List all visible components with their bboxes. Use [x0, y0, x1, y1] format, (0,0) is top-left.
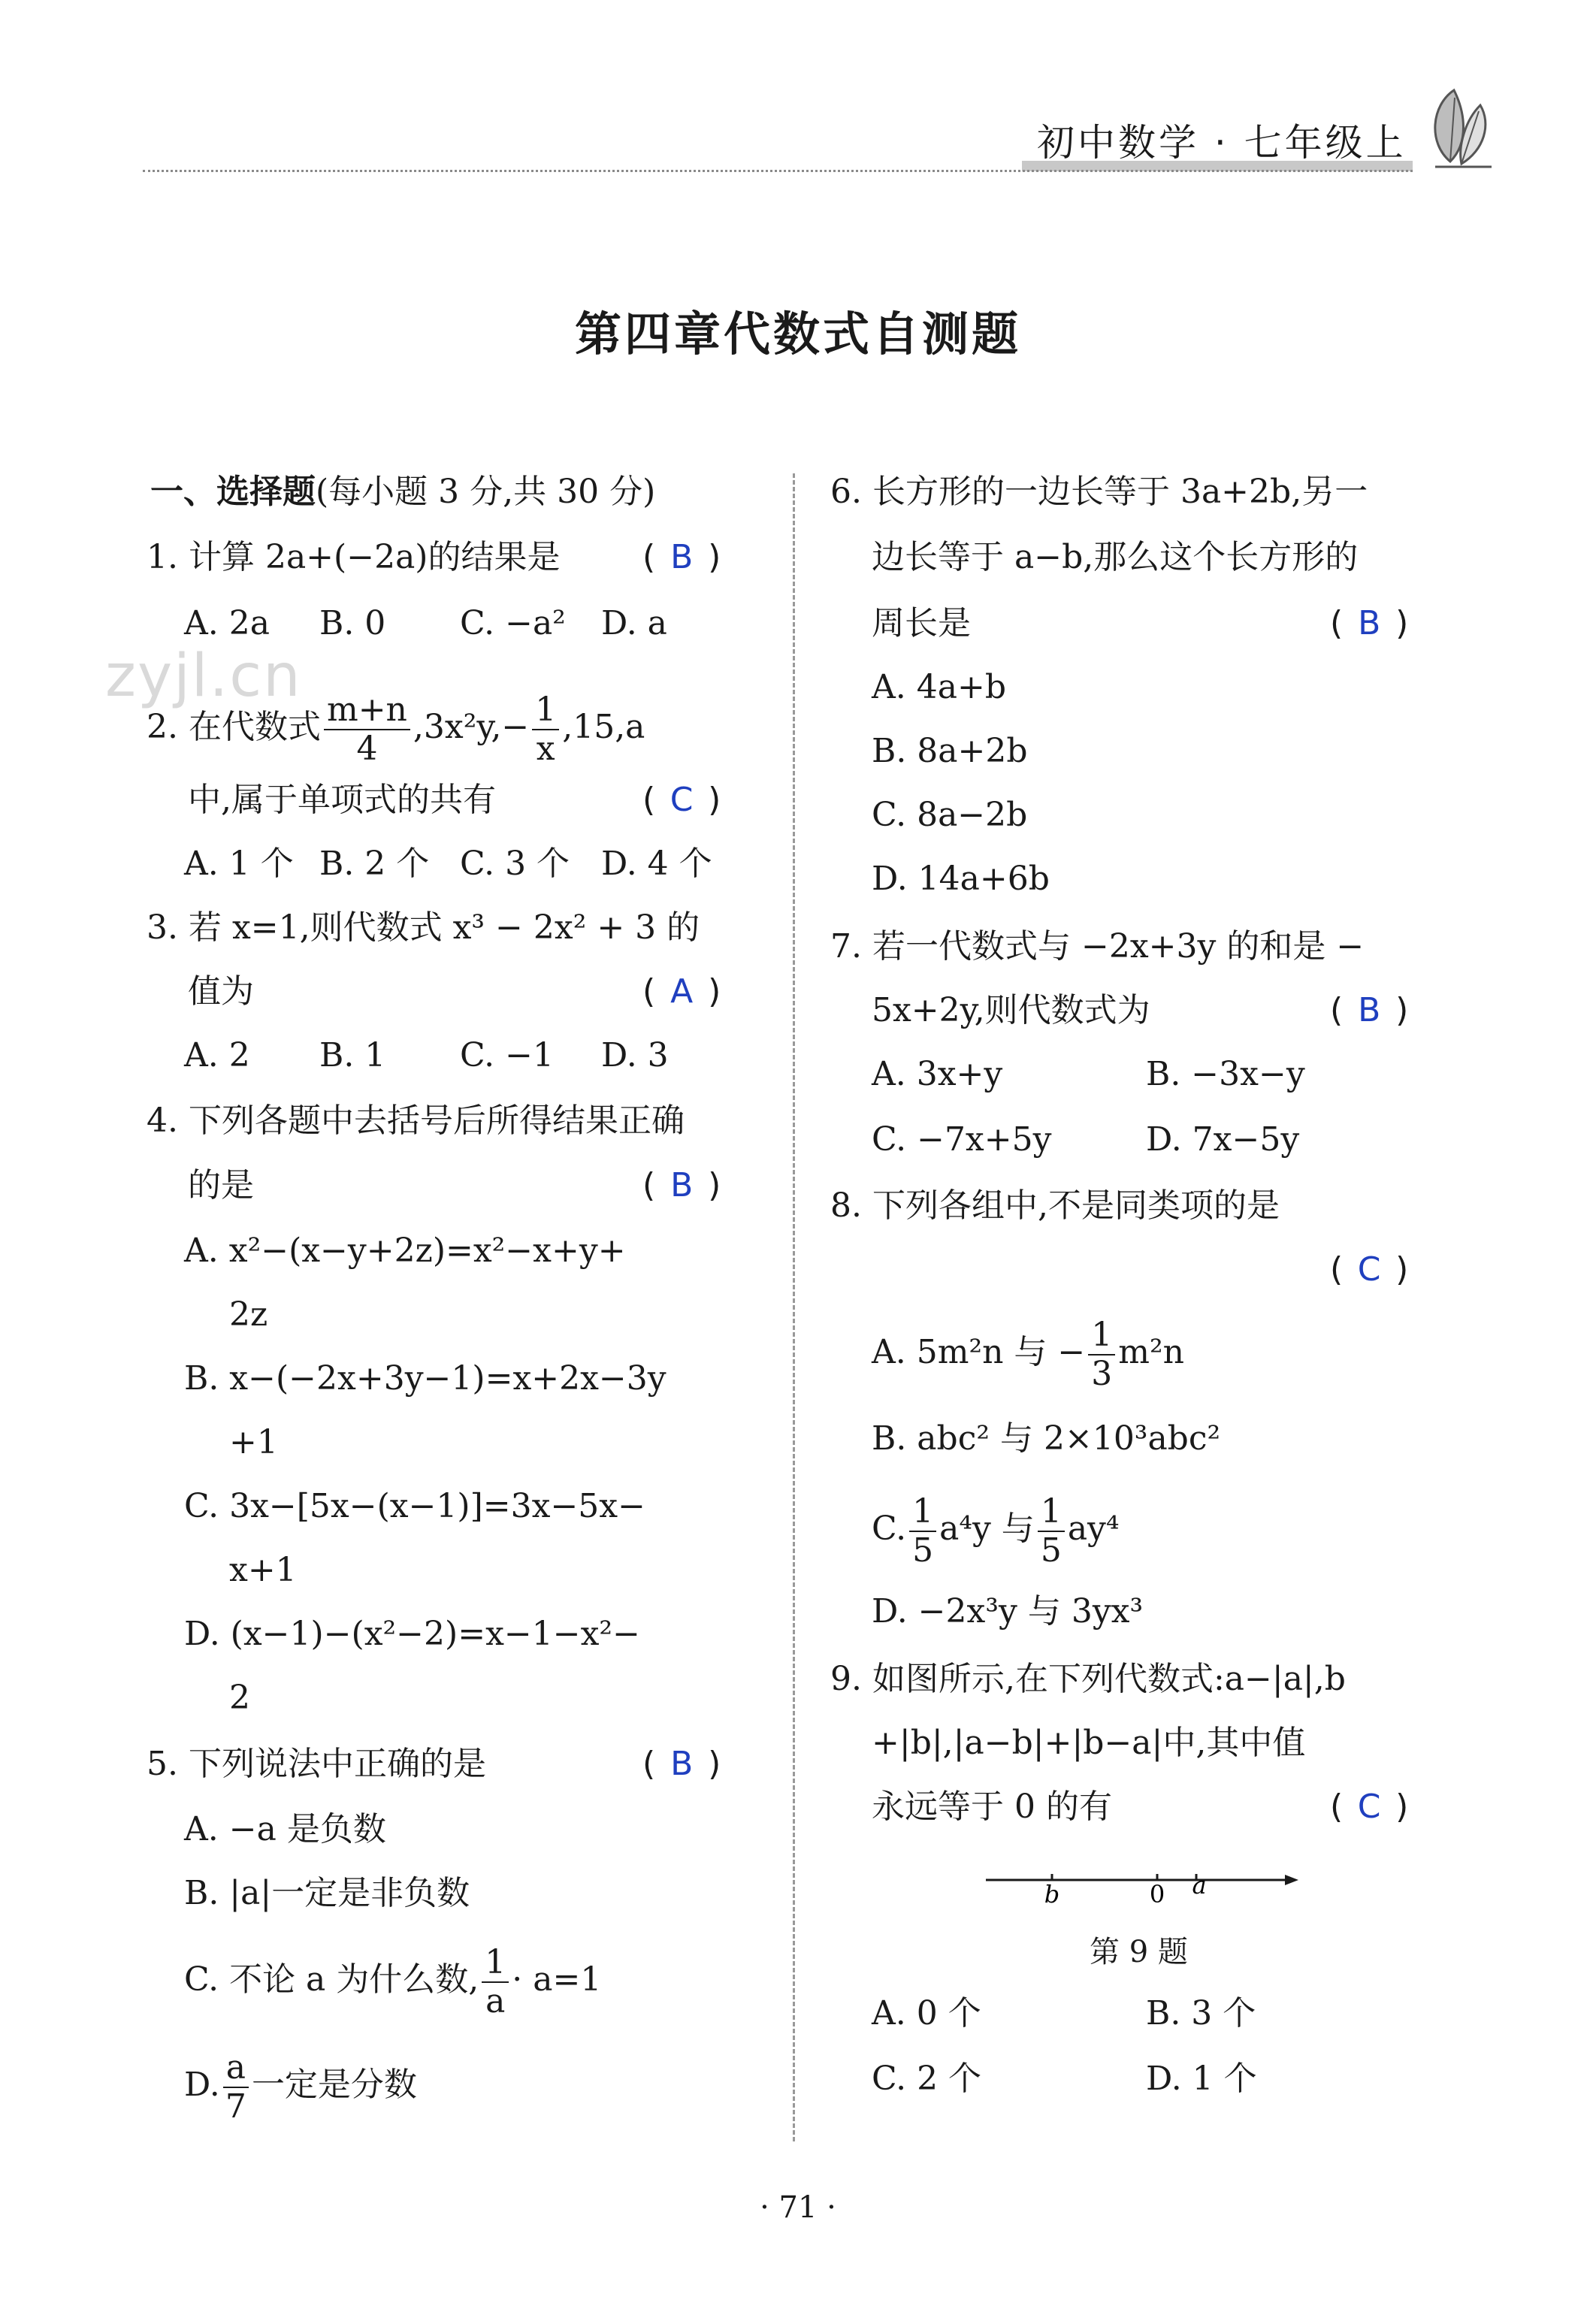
q5-answer-bracket: ( B ) — [642, 1742, 721, 1787]
q4-option-b-line2: +1 — [229, 1423, 278, 1461]
q9-answer: C — [1357, 1788, 1381, 1826]
section-heading — [150, 470, 655, 515]
q8-option-a-num: 1 — [1088, 1319, 1115, 1355]
q2-stem-line1 — [147, 690, 645, 768]
q8-option-a-prefix: A. 5m²n 与 − — [872, 1333, 1086, 1371]
q6-stem-line2: 边长等于 a−b,那么这个长方形的 — [872, 538, 1359, 576]
q7-option-d: D. 7x−5y — [1146, 1120, 1300, 1159]
q9-stem-line1: 9. 如图所示,在下列代数式:a−|a|,b — [830, 1660, 1346, 1698]
q1-answer: B — [670, 538, 694, 576]
q1-answer-bracket: ( B ) — [642, 535, 721, 580]
q8-option-c-num1: 1 — [909, 1495, 936, 1532]
q8-option-c-num2: 1 — [1038, 1495, 1065, 1532]
q7-option-b: B. −3x−y — [1146, 1055, 1305, 1093]
q3-option-d: D. 3 — [601, 1036, 669, 1074]
column-divider — [793, 473, 795, 2141]
q1-stem: 1. 计算 2a+(−2a)的结果是 — [147, 538, 561, 576]
q8-answer-bracket: ( C ) — [1330, 1247, 1408, 1292]
q2-stem-suffix: ,15,a — [562, 708, 645, 746]
q6-answer-bracket: ( B ) — [1330, 601, 1408, 646]
q6-answer: B — [1358, 604, 1381, 642]
q2-option-b: B. 2 个 — [319, 845, 430, 883]
q8-option-c-fraction-2 — [1038, 1491, 1065, 1570]
q5-option-b: B. |a|一定是非负数 — [184, 1874, 470, 1912]
q2-stem-line2: 中,属于单项式的共有 — [188, 781, 496, 819]
q1-option-c: C. −a² — [460, 604, 566, 642]
q9-option-b: B. 3 个 — [1146, 1994, 1256, 2032]
leaf-icon — [1420, 83, 1503, 173]
q2-answer: C — [670, 781, 694, 819]
q8-option-a-fraction — [1088, 1315, 1115, 1393]
q9-answer-bracket: ( C ) — [1330, 1785, 1408, 1830]
q2-option-a: A. 1 个 — [184, 845, 294, 883]
q2-option-d: D. 4 个 — [601, 845, 712, 883]
q5-option-c-num: 1 — [482, 1946, 509, 1983]
q4-option-c-line2: x+1 — [229, 1551, 297, 1589]
label-a: a — [1192, 1871, 1207, 1900]
q2-option-c: C. 3 个 — [460, 845, 570, 883]
q6-option-d: D. 14a+6b — [872, 860, 1050, 898]
q4-option-d-line1: D. (x−1)−(x²−2)=x−1−x²− — [184, 1615, 640, 1653]
q8-option-c-mid: a⁴y 与 — [939, 1510, 1035, 1548]
q8-option-d: D. −2x³y 与 3yx³ — [872, 1592, 1144, 1631]
q6-option-a: A. 4a+b — [872, 668, 1007, 706]
page-title: 第四章代数式自测题 — [574, 307, 1021, 361]
q3-option-a: A. 2 — [184, 1036, 250, 1074]
label-b: b — [1044, 1880, 1060, 1909]
watermark: zyjl.cn — [105, 642, 302, 710]
q5-option-c-fraction — [482, 1942, 509, 2020]
q7-answer-bracket: ( B ) — [1330, 988, 1408, 1033]
q5-option-d-suffix: 一定是分数 — [251, 2066, 417, 2104]
q4-stem-line1: 4. 下列各题中去括号后所得结果正确 — [147, 1102, 685, 1140]
q6-stem-line3: 周长是 — [872, 604, 971, 642]
number-line-arrow — [1285, 1875, 1298, 1885]
q4-option-d-line2: 2 — [229, 1679, 250, 1717]
q2-fraction-1 — [324, 690, 410, 768]
number-line-figure — [984, 1863, 1300, 1916]
q3-stem-line2: 值为 — [188, 972, 254, 1011]
q4-stem-line2: 的是 — [188, 1166, 254, 1204]
q2-stem-prefix: 2. 在代数式 — [147, 708, 321, 746]
section-note: (每小题 3 分,共 30 分) — [316, 473, 656, 511]
q2-fraction-2-den: x — [536, 729, 555, 768]
q7-stem-line1: 7. 若一代数式与 −2x+3y 的和是 − — [830, 927, 1365, 966]
q5-stem: 5. 下列说法中正确的是 — [147, 1745, 486, 1783]
q8-option-b: B. abc² 与 2×10³abc² — [872, 1419, 1221, 1458]
q5-option-c — [184, 1942, 602, 2020]
q3-stem-line1: 3. 若 x=1,则代数式 x³ − 2x² + 3 的 — [147, 908, 700, 947]
q4-option-a-line1: A. x²−(x−y+2z)=x²−x+y+ — [184, 1232, 626, 1270]
q6-stem-line1: 6. 长方形的一边长等于 3a+2b,另一 — [830, 473, 1368, 511]
q8-option-a — [872, 1315, 1184, 1393]
q6-option-b: B. 8a+2b — [872, 732, 1028, 770]
q5-answer: B — [670, 1745, 694, 1783]
q9-stem-line2: +|b|,|a−b|+|b−a|中,其中值 — [872, 1724, 1306, 1762]
q1-option-d: D. a — [601, 604, 667, 642]
header-title: 初中数学 · 七年级上 — [1037, 121, 1407, 165]
q8-option-c-prefix: C. — [872, 1510, 907, 1548]
q4-answer: B — [670, 1166, 694, 1204]
q3-answer: A — [670, 972, 694, 1011]
page-number: · 71 · — [760, 2190, 836, 2225]
q8-option-a-den: 3 — [1091, 1354, 1113, 1393]
q4-option-a-line2: 2z — [229, 1295, 268, 1334]
q2-fraction-1-num: m+n — [324, 694, 410, 730]
q5-option-d — [184, 2048, 417, 2126]
q3-answer-bracket: ( A ) — [642, 969, 721, 1014]
q2-answer-bracket: ( C ) — [642, 778, 721, 823]
q4-option-b-line1: B. x−(−2x+3y−1)=x+2x−3y — [184, 1359, 667, 1398]
q7-answer: B — [1358, 991, 1381, 1029]
q5-option-d-fraction — [223, 2048, 249, 2126]
q5-option-d-num: a — [223, 2051, 249, 2088]
q8-option-c-den2: 5 — [1040, 1531, 1062, 1570]
q5-option-d-den: 7 — [225, 2087, 246, 2126]
q8-stem: 8. 下列各组中,不是同类项的是 — [830, 1186, 1280, 1225]
q9-option-c: C. 2 个 — [872, 2060, 982, 2098]
q3-option-c: C. −1 — [460, 1036, 554, 1074]
q2-fraction-2 — [532, 690, 559, 768]
q1-option-a: A. 2a — [184, 604, 270, 642]
figure-caption: 第 9 题 — [1090, 1935, 1188, 1969]
label-0: 0 — [1149, 1880, 1165, 1909]
q5-option-c-suffix: · a=1 — [512, 1960, 602, 1999]
q8-option-c-fraction-1 — [909, 1491, 936, 1570]
section-label: 一、选择题 — [150, 473, 316, 511]
q8-option-c-den1: 5 — [912, 1531, 934, 1570]
q5-option-a: A. −a 是负数 — [184, 1810, 386, 1848]
q2-fraction-2-num: 1 — [532, 694, 559, 730]
q8-option-c-suffix: ay⁴ — [1067, 1510, 1120, 1548]
q2-fraction-1-den: 4 — [356, 729, 378, 768]
q9-option-a: A. 0 个 — [872, 1994, 981, 2032]
q5-option-c-prefix: C. 不论 a 为什么数, — [184, 1960, 479, 1999]
q5-option-d-prefix: D. — [184, 2066, 220, 2104]
q7-stem-line2: 5x+2y,则代数式为 — [872, 991, 1150, 1029]
q4-answer-bracket: ( B ) — [642, 1163, 721, 1208]
q6-option-c: C. 8a−2b — [872, 796, 1028, 834]
q7-option-c: C. −7x+5y — [872, 1120, 1052, 1159]
q9-option-d: D. 1 个 — [1146, 2060, 1257, 2098]
q2-stem-mid: ,3x²y,− — [413, 708, 530, 746]
header-divider — [143, 170, 1413, 172]
q3-option-b: B. 1 — [319, 1036, 386, 1074]
q9-stem-line3: 永远等于 0 的有 — [872, 1788, 1112, 1826]
q8-option-c — [872, 1491, 1120, 1570]
q5-option-c-den: a — [485, 1981, 506, 2020]
q7-option-a: A. 3x+y — [872, 1055, 1003, 1093]
q4-option-c-line1: C. 3x−[5x−(x−1)]=3x−5x− — [184, 1487, 645, 1525]
q1-option-b: B. 0 — [319, 604, 386, 642]
q8-option-a-suffix: m²n — [1118, 1333, 1184, 1371]
q8-answer: C — [1357, 1250, 1381, 1289]
